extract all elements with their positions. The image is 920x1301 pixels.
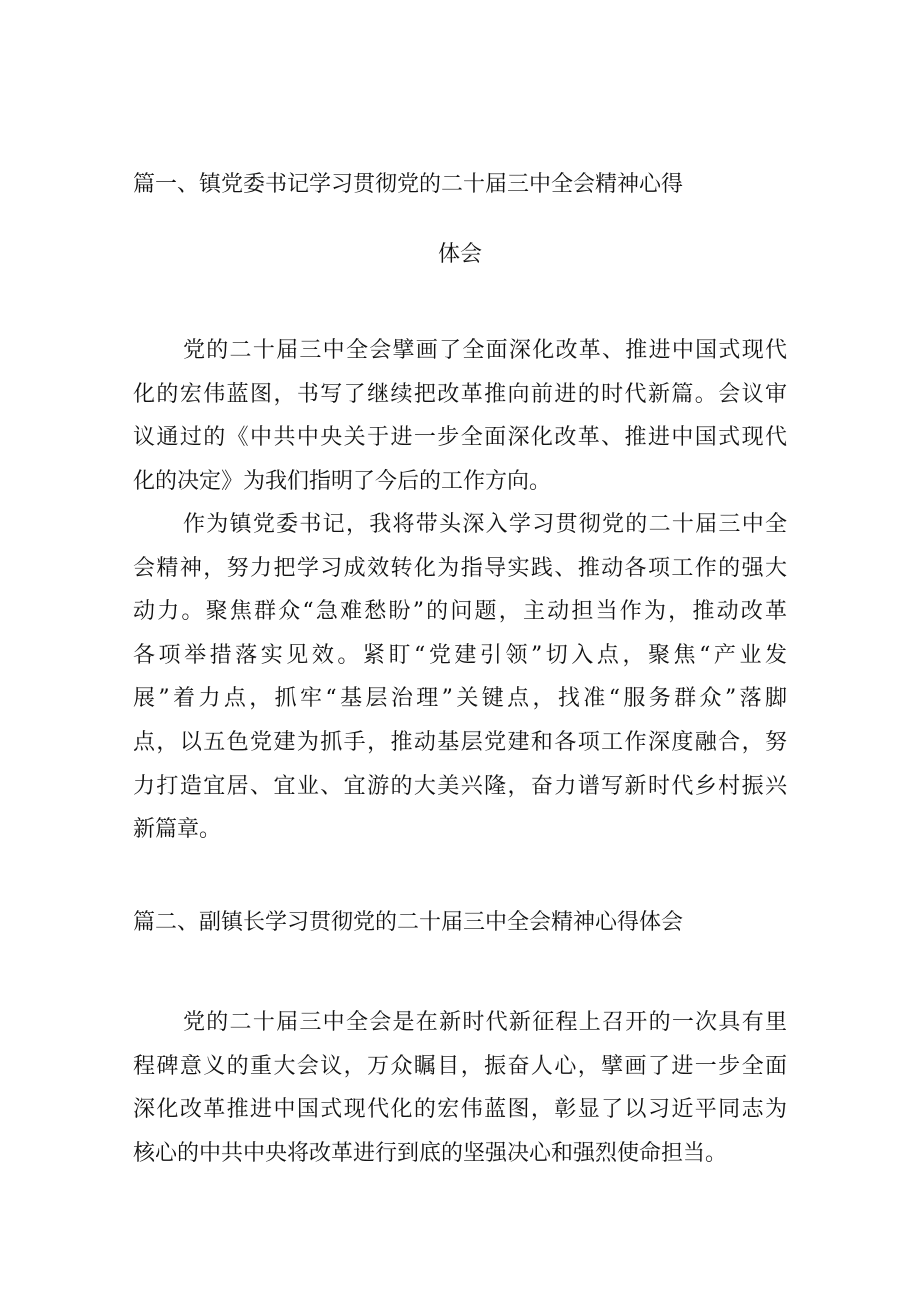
section-1-paragraph-2: [133, 503, 787, 852]
text-line: 深化改革推进中国式现代化的宏伟蓝图，彰显了以习近平同志为: [133, 1097, 787, 1123]
text-line: 点，以五色党建为抓手，推动基层党建和各项工作深度融合，努: [133, 729, 787, 755]
text-line: 议通过的《中共中央关于进一步全面深化改革、推进中国式现代: [133, 425, 787, 451]
text-line: 新篇章。: [133, 817, 222, 843]
section-1-title-line: 体会: [437, 242, 482, 267]
text-line: 会精神，努力把学习成效转化为指导实践、推动各项工作的强大: [133, 555, 787, 581]
text-line: 化的宏伟蓝图，书写了继续把改革推向前进的时代新篇。会议审: [133, 381, 787, 407]
text-line: 作为镇党委书记，我将带头深入学习贯彻党的二十届三中全: [183, 512, 787, 537]
text-line: 化的决定》为我们指明了今后的工作方向。: [133, 468, 552, 494]
section-1-title-line: 篇一、镇党委书记学习贯彻党的二十届三中全会精神心得: [133, 172, 684, 197]
text-line: 展”着力点，抓牢“基层治理”关键点，找准“服务群众”落脚: [133, 686, 787, 712]
section-1-title: [133, 150, 787, 290]
text-line: 动力。聚焦群众“急难愁盼”的问题，主动担当作为，推动改革: [133, 599, 787, 625]
text-line: 党的二十届三中全会是在新时代新征程上召开的一次具有里: [183, 1010, 787, 1035]
text-line: 程碑意义的重大会议，万众瞩目，振奋人心，擘画了进一步全面: [133, 1053, 787, 1079]
section-2-paragraph-1: [133, 1001, 787, 1175]
section-2-title-line: 篇二、副镇长学习贯彻党的二十届三中全会精神心得体会: [133, 910, 684, 935]
section-1-paragraph-1: [133, 329, 787, 503]
text-line: 党的二十届三中全会擘画了全面深化改革、推进中国式现代: [183, 338, 787, 363]
section-2-title: [133, 888, 787, 958]
text-line: 各项举措落实见效。紧盯“党建引领”切入点，聚焦“产业发: [133, 642, 787, 668]
text-line: 核心的中共中央将改革进行到底的坚强决心和强烈使命担当。: [133, 1140, 728, 1166]
text-line: 力打造宜居、宜业、宜游的大美兴隆，奋力谱写新时代乡村振兴: [133, 773, 787, 799]
